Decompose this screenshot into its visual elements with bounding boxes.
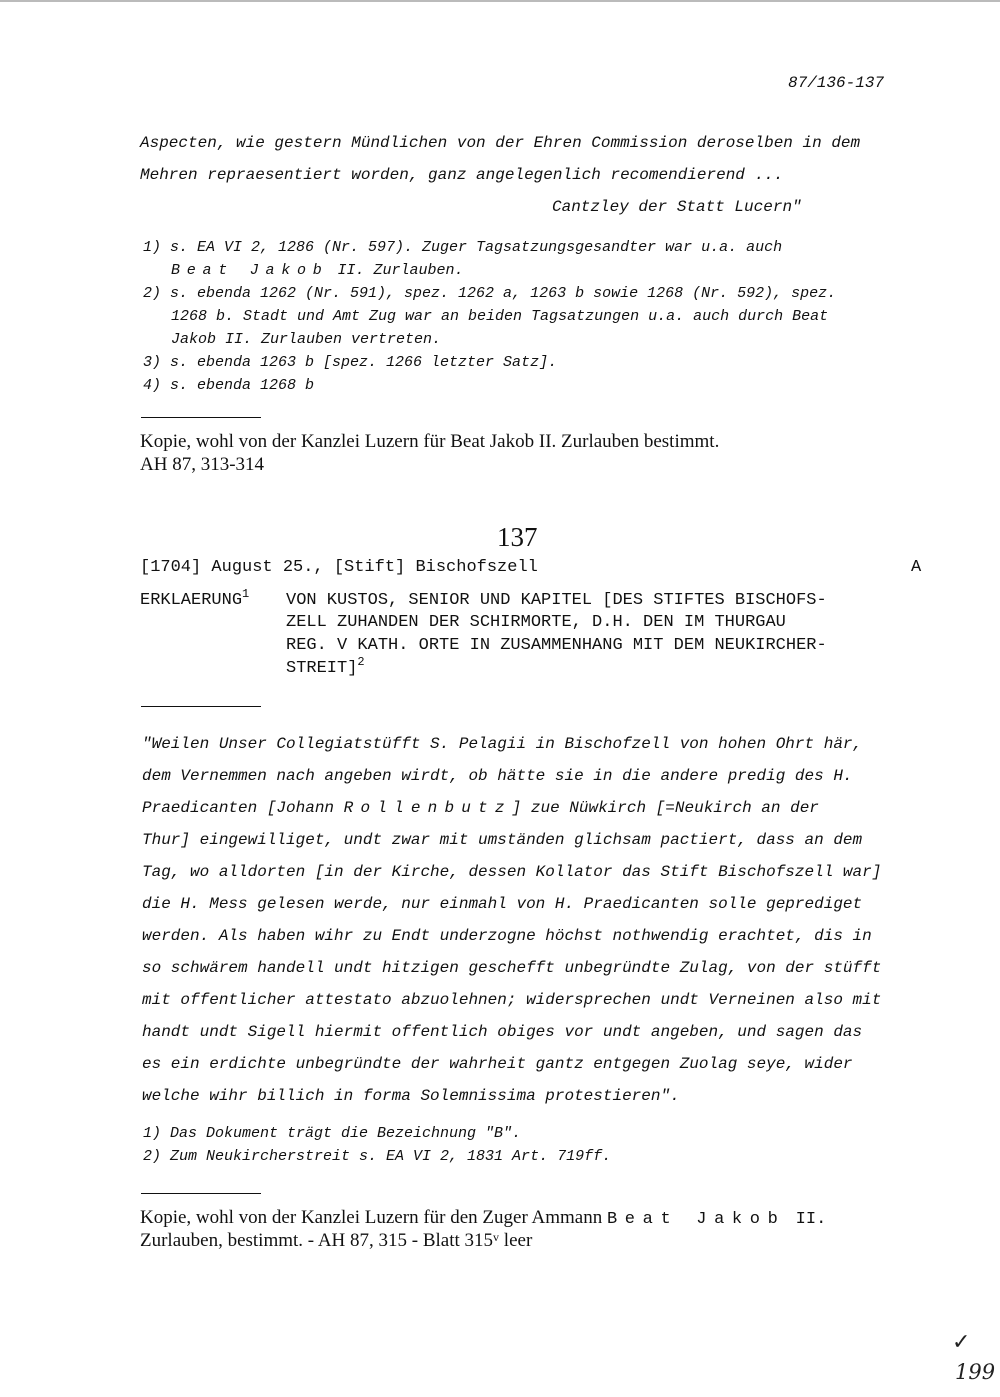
prev-footnote-3: 3) s. ebenda 1263 b [spez. 1266 letzter Satz].	[143, 354, 558, 371]
document-title-line-3: REG. V KATH. ORTE IN ZUSAMMENHANG MIT DEM NEUKIRCHER-	[286, 636, 827, 655]
prev-footnote-2c: Jakob II. Zurlauben vertreten.	[171, 331, 442, 348]
title-divider	[141, 706, 261, 707]
document-title-word: ERKLAERUNG$^1$	[140, 587, 250, 610]
quote-line-1: "Weilen Unser Collegiatstüfft S. Pelagii in Bischofzell von hohen Ohrt här,	[142, 735, 863, 753]
prev-footnote-2a: 2) s. ebenda 1262 (Nr. 591), spez. 1262 a, 1263 b sowie 1268 (Nr. 592), spez.	[143, 285, 837, 302]
document-letter: A	[911, 558, 922, 577]
quote-line-12: welche wihr billich in forma Solemnissima protestieren".	[142, 1087, 680, 1105]
document-source-line-2: Zurlauben, bestimmt. - AH 87, 315 - Blatt 315$^v$ leer	[140, 1230, 533, 1251]
quote-line-5: Tag, wo alldorten [in der Kirche, dessen Kollator das Stift Bischofszell war]	[142, 863, 882, 881]
document-date-place: [1704] August 25., [Stift] Bischofszell	[140, 558, 538, 577]
quote-line-11: es ein erdichte unbegründte der wahrheit gantz entgegen Zuolag seye, wider	[142, 1055, 853, 1073]
prev-source-line-1: Kopie, wohl von der Kanzlei Luzern für Beat Jakob II. Zurlauben bestimmt.	[140, 431, 720, 452]
prev-source-line-2: AH 87, 313-314	[140, 454, 265, 475]
prev-footnote-4: 4) s. ebenda 1268 b	[143, 377, 315, 394]
quote-line-6: die H. Mess gelesen werde, nur einmahl von H. Praedicanten solle geprediget	[142, 895, 863, 913]
quote-line-10: handt undt Sigell hiermit offentlich obiges vor undt angeben, und sagen das	[142, 1023, 863, 1041]
scan-top-edge	[0, 0, 1000, 2]
prev-footnote-1a: 1) s. EA VI 2, 1286 (Nr. 597). Zuger Tagsatzungsgesandter war u.a. auch	[143, 239, 783, 256]
prev-footnote-1-name: Beat Jakob	[171, 262, 329, 279]
handwritten-page-number: 199	[955, 1360, 996, 1384]
quote-line-7: werden. Als haben wihr zu Endt underzogne höchst nothwendig erachtet, dis in	[142, 927, 872, 945]
title-footnote-mark-2: 2	[357, 655, 365, 669]
prev-signature: Cantzley der Statt Lucern"	[552, 198, 802, 216]
prev-footnote-1-rest: II. Zurlauben.	[328, 262, 464, 279]
source-verso-mark: v	[493, 1230, 500, 1244]
document-title-line-4: STREIT]$^2$	[286, 655, 365, 678]
document-footnote-1: 1) Das Dokument trägt die Bezeichnung "B".	[143, 1125, 522, 1142]
prev-source-divider	[141, 417, 261, 418]
quote-name-rollenbutz: Rollenbutz	[343, 799, 512, 817]
quote-line-2: dem Vernemmen nach angeben wirdt, ob hätte sie in die andere predig des H.	[142, 767, 853, 785]
document-number: 137	[497, 522, 538, 552]
prev-footnote-2b: 1268 b. Stadt und Amt Zug war an beiden Tagsatzungen u.a. auch durch Beat	[171, 308, 829, 325]
quote-line-9: mit offentlicher attestato abzuolehnen; widersprechen undt Verneinen also mit	[142, 991, 882, 1009]
prev-footnote-1b	[171, 259, 464, 283]
prev-intro-line-2: Mehren repraesentiert worden, ganz angelegenlich recomendierend ...	[140, 166, 784, 184]
document-title-line-1: VON KUSTOS, SENIOR UND KAPITEL [DES STIFTES BISCHOFS-	[286, 591, 827, 610]
document-footnote-2: 2) Zum Neukircherstreit s. EA VI 2, 1831 Art. 719ff.	[143, 1148, 612, 1165]
quote-line-3: Praedicanten [Johann Rollenbutz] zue Nüwkirch [=Neukirch an der	[142, 799, 819, 817]
prev-intro-line-1: Aspecten, wie gestern Mündlichen von der Ehren Commission deroselben in dem	[140, 134, 861, 152]
handwritten-check-mark: ✓	[952, 1330, 971, 1355]
quote-line-4: Thur] eingewilliget, undt zwar mit umständen glichsam pactiert, dass an dem	[142, 831, 863, 849]
document-title-line-2: ZELL ZUHANDEN DER SCHIRMORTE, D.H. DEN IM THURGAU	[286, 613, 786, 632]
title-footnote-mark-1: 1	[242, 587, 250, 601]
source-divider	[141, 1193, 261, 1194]
quote-line-8: so schwärem handell undt hitzigen geschefft unbegründte Zulag, von der stüfft	[142, 959, 882, 977]
document-source-line-1: Kopie, wohl von der Kanzlei Luzern für den Zuger Ammann Beat Jakob II.	[140, 1207, 827, 1229]
source-name-beat-jakob: Beat Jakob	[606, 1210, 786, 1229]
page-reference: 87/136-137	[788, 74, 885, 92]
